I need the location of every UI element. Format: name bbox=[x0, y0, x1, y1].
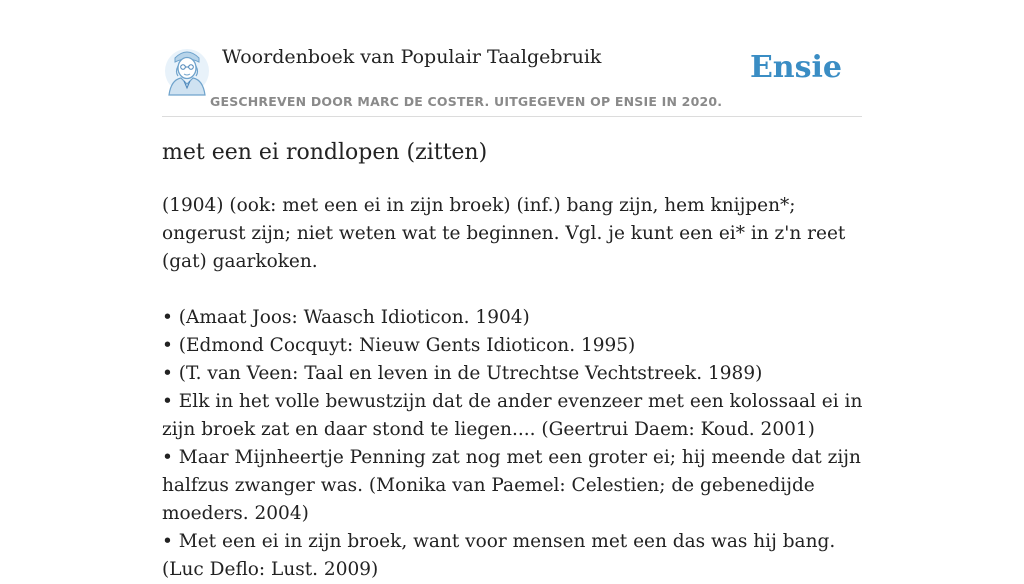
entry-definition bbox=[162, 192, 867, 584]
paragraph-gap bbox=[162, 276, 867, 304]
quote-item: • (Amaat Joos: Waasch Idioticon. 1904) bbox=[162, 307, 530, 328]
dictionary-header bbox=[162, 40, 862, 117]
quote-item: • Maar Mijnheertje Penning zat nog met een groter ei; hij meende dat zijn halfzus zwanger was. (Monika van Paemel: Celestien; de gebenedijde moeders. 2004) bbox=[162, 447, 861, 524]
author-byline: GESCHREVEN DOOR MARC DE COSTER. UITGEGEVEN OP ENSIE IN 2020. bbox=[210, 94, 723, 109]
book-title[interactable]: Woordenboek van Populair Taalgebruik bbox=[222, 46, 602, 68]
quote-item: • Met een ei in zijn broek, want voor mensen met een das was hij bang. (Luc Deflo: Lust. 2009) bbox=[162, 531, 836, 580]
quote-item: • (Edmond Cocquyt: Nieuw Gents Idioticon. 1995) bbox=[162, 335, 636, 356]
quote-item: • Elk in het volle bewustzijn dat de ander evenzeer met een kolossaal ei in zijn broek zat en daar stond te liegen.... (Geertrui Daem: Koud. 2001) bbox=[162, 391, 863, 440]
entry-term: met een ei rondlopen (zitten) bbox=[162, 140, 488, 165]
author-portrait-icon bbox=[164, 46, 210, 96]
quote-item: • (T. van Veen: Taal en leven in de Utrechtse Vechtstreek. 1989) bbox=[162, 363, 763, 384]
ensie-logo-link[interactable]: Ensie bbox=[749, 50, 842, 85]
definition-text: (1904) (ook: met een ei in zijn broek) (inf.) bang zijn, hem knijpen*; ongerust zijn; niet weten wat te beginnen. Vgl. je kunt een ei* in z'n reet (gat) gaarkoken. bbox=[162, 195, 846, 272]
